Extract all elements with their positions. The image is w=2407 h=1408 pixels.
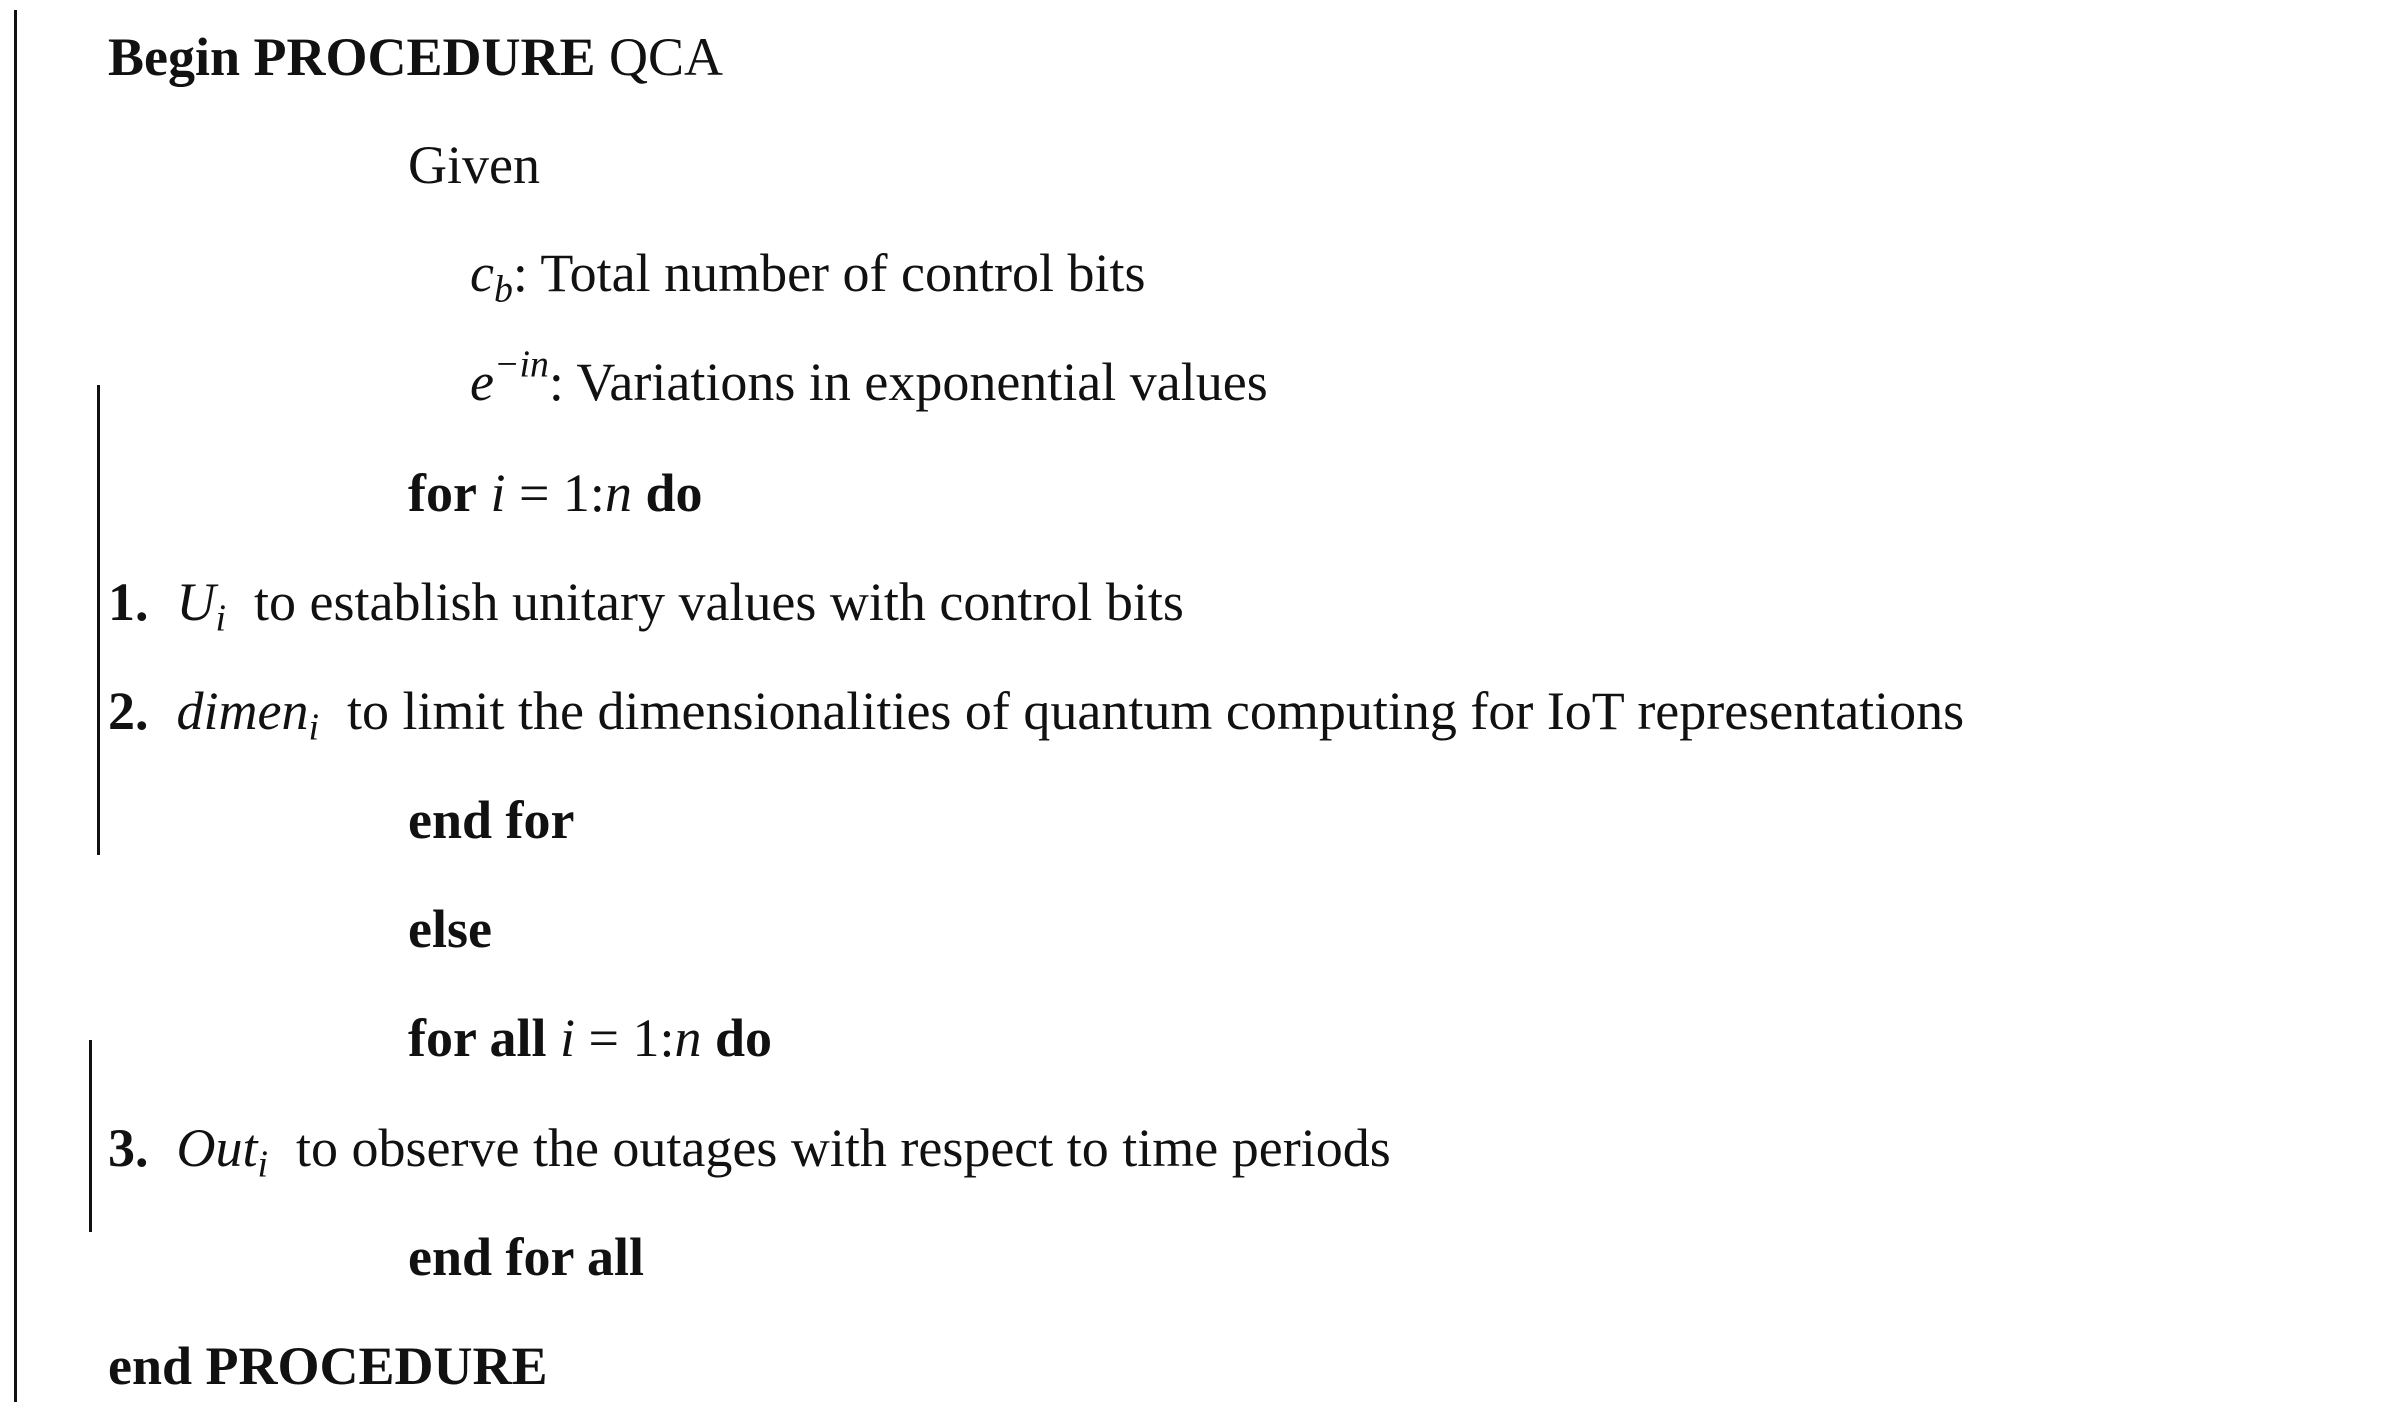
step-subscript: i [308, 706, 319, 749]
do-keyword: do [645, 463, 703, 523]
loop-variable: i [559, 1008, 575, 1068]
step-description: to establish unitary values with control bits [254, 572, 1184, 632]
step-symbol: U [176, 572, 216, 632]
step-description: to observe the outages with respect to time periods [296, 1118, 1391, 1178]
step-number: 2. [108, 681, 149, 741]
param-symbol: c [470, 243, 494, 303]
loop-range-end: n [674, 1008, 702, 1068]
given-param-cb [470, 243, 1146, 311]
loop1-scope-bar [97, 385, 100, 855]
param-subscript: b [493, 268, 513, 311]
loop-range-end: n [604, 463, 632, 523]
param-superscript: −in [493, 343, 549, 386]
for-keyword: for [408, 463, 477, 523]
for-loop-header [408, 463, 703, 523]
step-description: to limit the dimensionalities of quantum computing for IoT representations [346, 681, 1965, 741]
step-2 [108, 681, 1965, 749]
end-for-keyword: end for [408, 790, 575, 850]
for-all-keyword: for all [408, 1008, 547, 1068]
given-label: Given [408, 135, 540, 195]
loop-range: = 1: [588, 1008, 675, 1068]
procedure-name: QCA [609, 27, 724, 87]
given-param-exp [470, 343, 1268, 412]
param-symbol: e [470, 352, 494, 412]
else-keyword: else [408, 899, 492, 959]
step-1 [108, 572, 1184, 640]
end-procedure-keyword: end PROCEDURE [108, 1336, 548, 1396]
step-number: 1. [108, 572, 149, 632]
step-subscript: i [215, 597, 227, 640]
end-for-all-keyword: end for all [408, 1227, 645, 1287]
outer-scope-bar [14, 10, 17, 1402]
step-subscript: i [257, 1143, 269, 1186]
loop2-scope-bar [89, 1040, 92, 1232]
for-all-loop-header [408, 1008, 773, 1068]
procedure-header [108, 27, 724, 87]
do-keyword: do [714, 1008, 773, 1068]
step-symbol: dimen [176, 681, 309, 741]
step-3 [108, 1118, 1391, 1186]
step-number: 3. [108, 1118, 149, 1178]
loop-variable: i [490, 463, 506, 523]
loop-range: = 1: [518, 463, 605, 523]
begin-keyword: Begin PROCEDURE [108, 27, 596, 87]
param-description: : Total number of control bits [512, 243, 1146, 303]
param-description: : Variations in exponential values [548, 352, 1268, 412]
step-symbol: Out [176, 1118, 258, 1178]
